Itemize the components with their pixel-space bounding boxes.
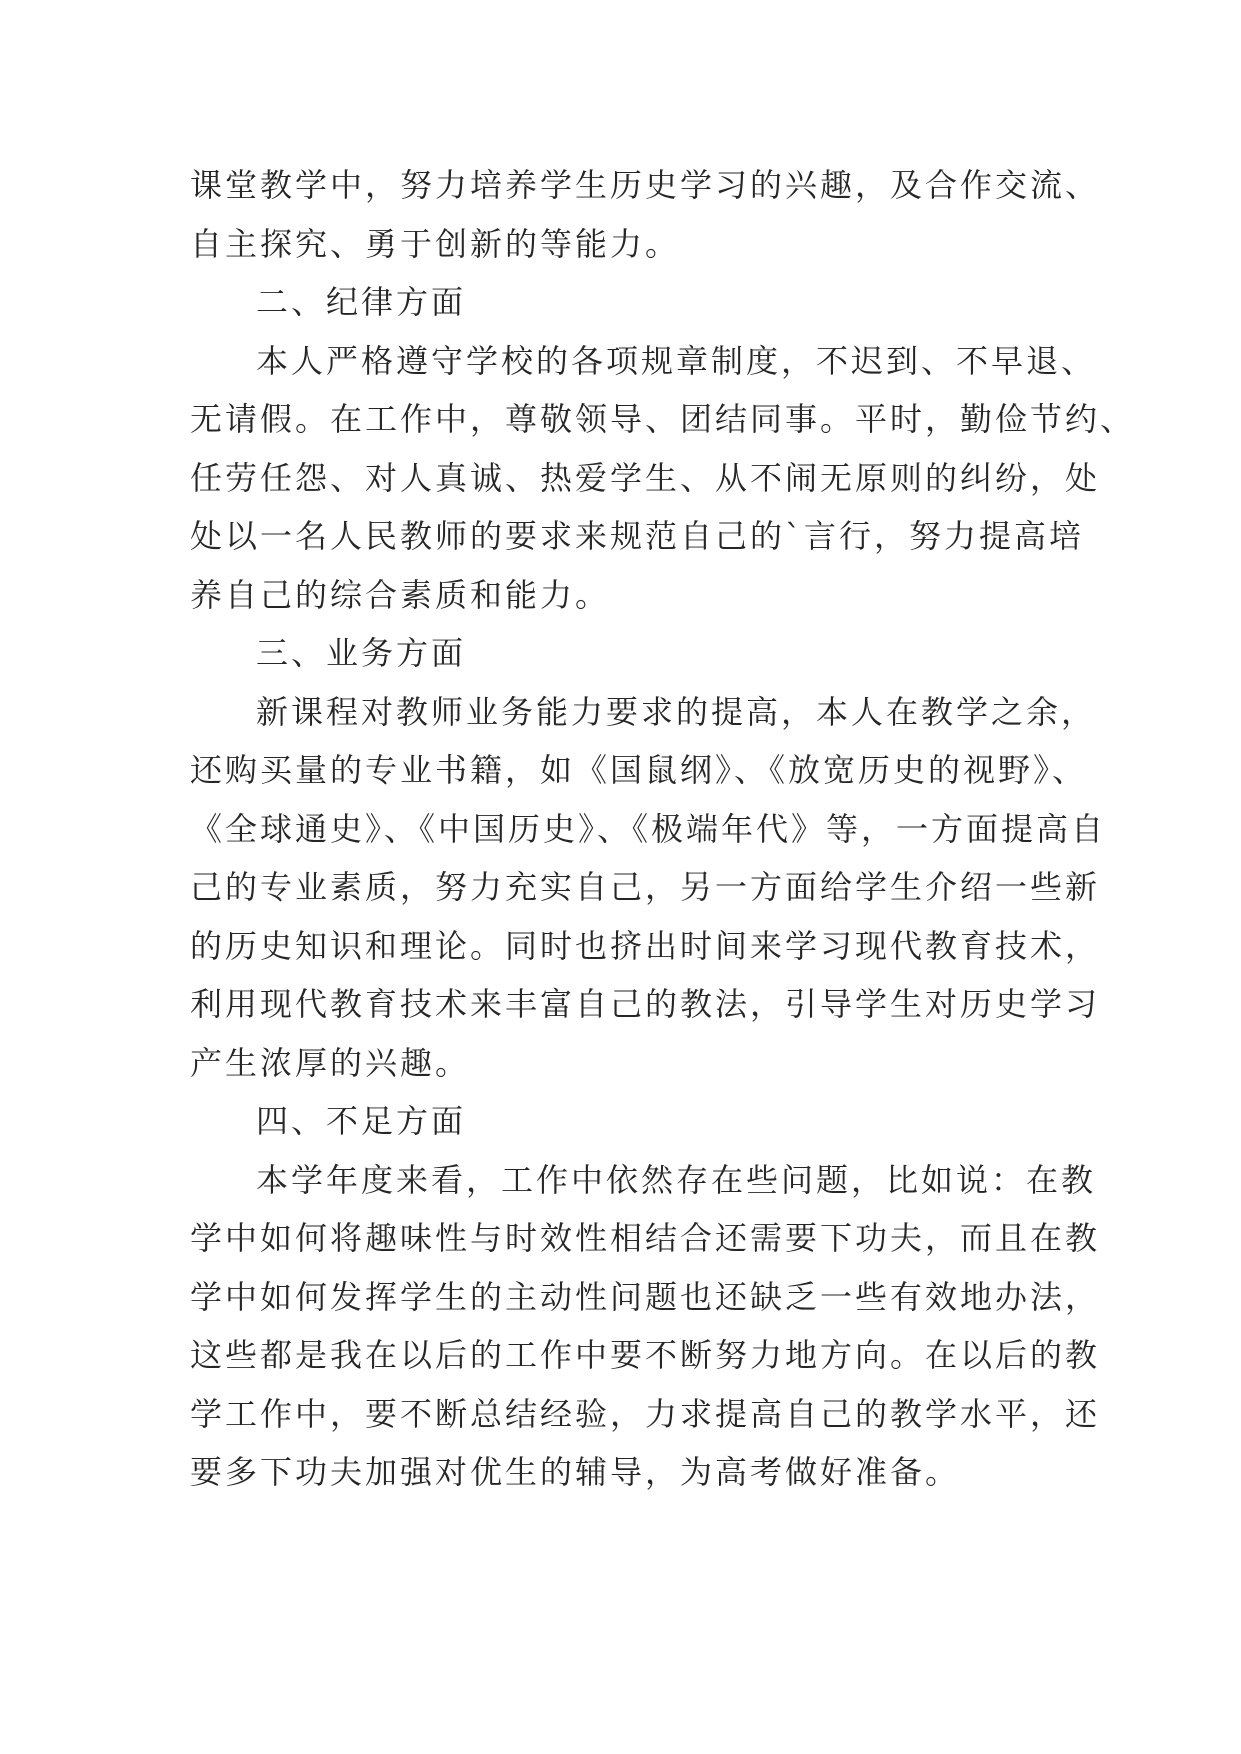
- paragraph-line: 《全球通史》、《中国历史》、《极端年代》等，一方面提高自: [190, 809, 1107, 848]
- paragraph-line: 学中如何将趣味性与时效性相结合还需要下功夫，而且在教: [190, 1219, 1101, 1257]
- paragraph-line: 任劳任怨、对人真诚、热爱学生、从不闹无原则的纠纷，处: [190, 458, 1101, 497]
- paragraph-line: 产生浓厚的兴趣。: [190, 1043, 471, 1082]
- paragraph-line: 的历史知识和理论。同时也挤出时间来学习现代教育技术，: [190, 926, 1101, 965]
- paragraph-line: 养自己的综合素质和能力。: [190, 575, 611, 614]
- paragraph-line: 课堂教学中，努力培养学生历史学习的兴趣，及合作交流、: [190, 166, 1101, 204]
- section-heading-discipline: 二、纪律方面: [256, 283, 467, 321]
- paragraph-line: 无请假。在工作中，尊敬领导、团结同事。平时，勤俭节约、: [190, 400, 1136, 438]
- section-heading-shortcomings: 四、不足方面: [256, 1102, 467, 1140]
- paragraph-line: 本学年度来看，工作中依然存在些问题，比如说：在教: [256, 1160, 1097, 1199]
- paragraph-line: 还购买量的专业书籍，如《国鼠纲》、《放宽历史的视野》、: [190, 751, 1088, 789]
- paragraph-line: 新课程对教师业务能力要求的提高，本人在教学之余，: [256, 692, 1097, 731]
- paragraph-line: 处以一名人民教师的要求来规范自己的`言行，努力提高培: [190, 517, 1085, 555]
- paragraph-line: 本人严格遵守学校的各项规章制度，不迟到、不早退、: [256, 341, 1097, 380]
- paragraph-line: 要多下功夫加强对优生的辅导，为高考做好准备。: [190, 1453, 961, 1491]
- paragraph-line: 自主探究、勇于创新的等能力。: [190, 224, 681, 263]
- paragraph-line: 学中如何发挥学生的主动性问题也还缺乏一些有效地办法，: [190, 1277, 1101, 1316]
- document-body: [190, 156, 1136, 1502]
- paragraph-line: 利用现代教育技术来丰富自己的教法，引导学生对历史学习: [190, 985, 1101, 1023]
- paragraph-line: 这些都是我在以后的工作中要不断努力地方向。在以后的教: [190, 1336, 1101, 1374]
- paragraph-line: 学工作中，要不断总结经验，力求提高自己的教学水平，还: [190, 1394, 1101, 1433]
- paragraph-line: 己的专业素质，努力充实自己，另一方面给学生介绍一些新: [190, 868, 1101, 906]
- section-heading-business: 三、业务方面: [256, 634, 467, 672]
